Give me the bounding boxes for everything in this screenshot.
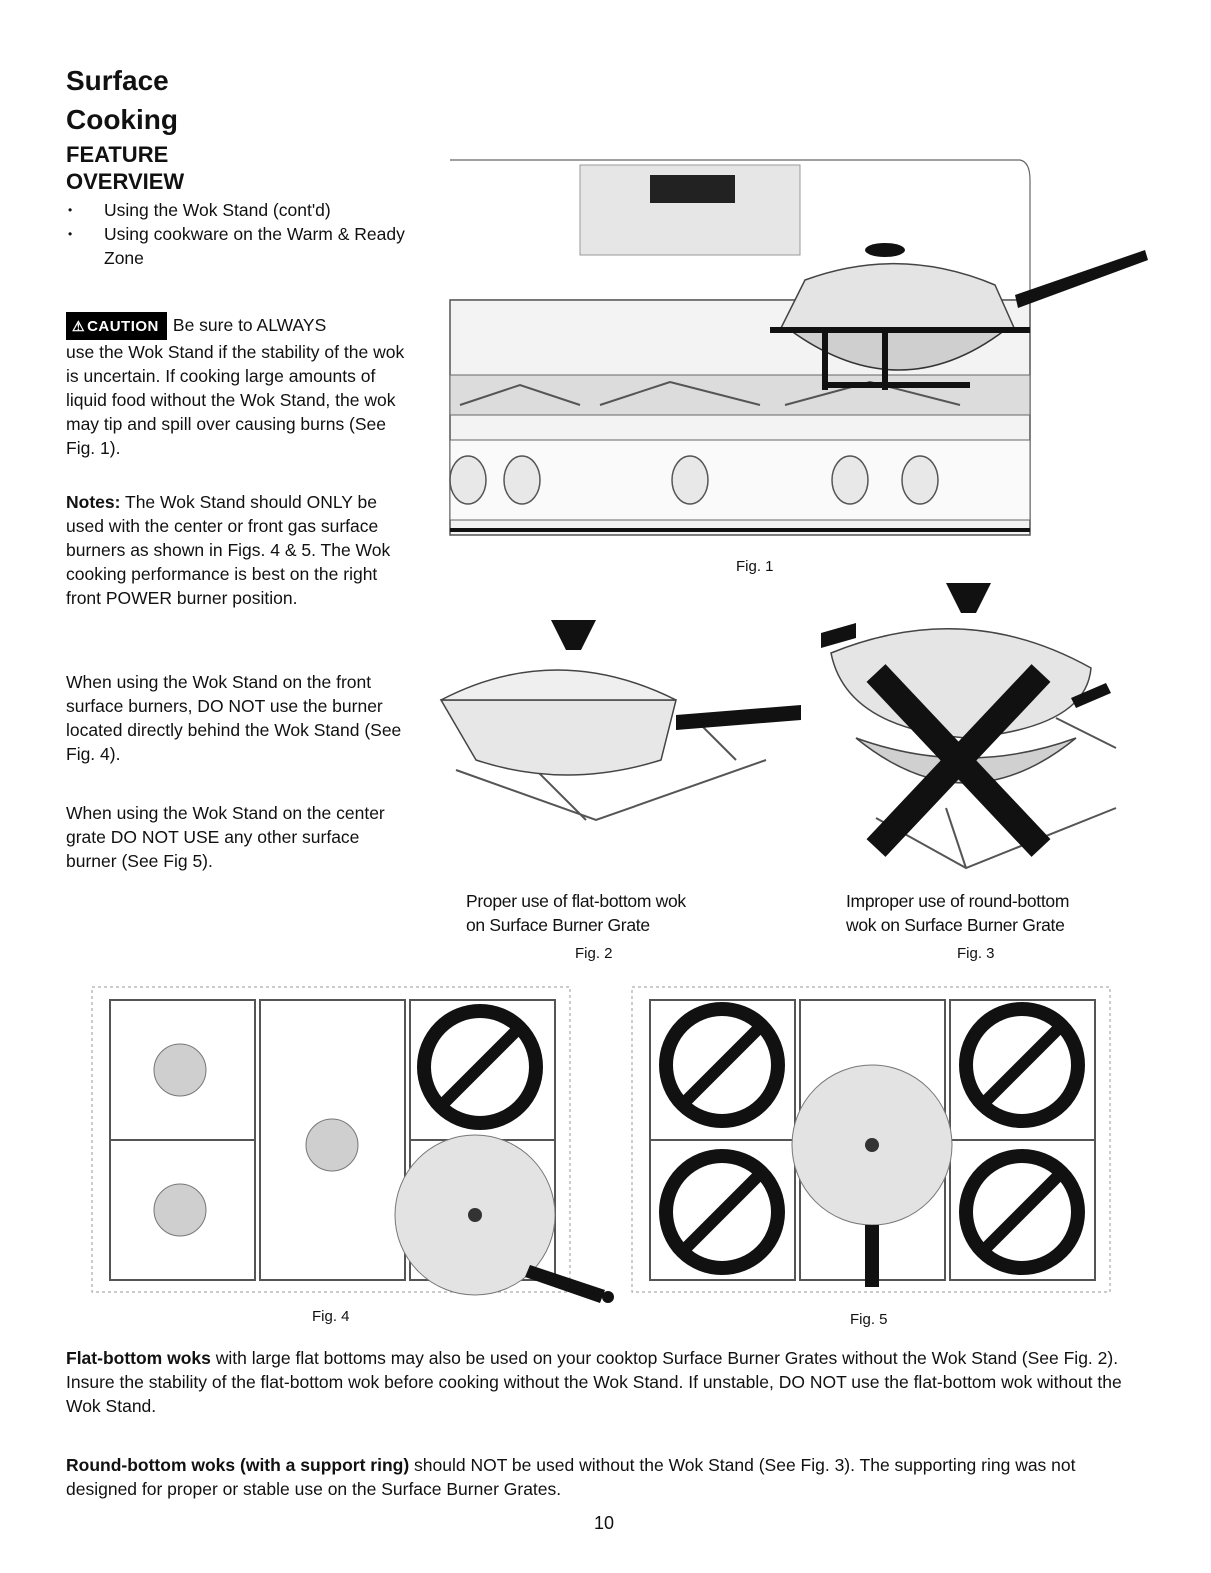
fig3-caption-line2: wok on Surface Burner Grate [846,915,1065,935]
caution-lead: Be sure to ALWAYS [172,315,327,335]
round-bottom-heading: Round-bottom woks (with a support ring) [66,1455,410,1475]
round-bottom-text: should NOT be used without the Wok Stand (See Fig. 3). The supporting ring was not designed for proper or stable use on the Surface Burner Grates. [66,1455,1076,1499]
fig2-flat-bottom-wok [436,610,806,835]
paragraph-center-grate: When using the Wok Stand on the center grate DO NOT USE any other surface burner (See Fig 5). [66,803,385,871]
caution-text: use the Wok Stand if the stability of the wok is uncertain. If cooking large amounts of liquid food without the Wok Stand, the wok may tip and spill over causing burns (See Fig. 1). [66,342,405,458]
fig3-caption-line1: Improper use of round-bottom [846,891,1070,911]
fig2-caption-line1: Proper use of flat-bottom wok [466,891,686,911]
fig2-label: Fig. 2 [575,945,613,962]
page-number: 10 [594,1513,615,1533]
caution-badge: ⚠ CAUTION [66,312,167,340]
page-title-line2: Cooking [66,104,178,135]
fig5-cooktop-top-view [630,985,1115,1305]
paragraph-front-burners: When using the Wok Stand on the front surface burners, DO NOT use the burner located directly behind the Wok Stand (See Fig. 4). [66,672,402,764]
bullet-item: • Using the Wok Stand (cont'd) [66,198,406,222]
page-title-line1: Surface [66,65,169,96]
notes-block [66,490,416,610]
fig1-range-illustration [440,150,1150,550]
fig3-label: Fig. 3 [957,945,995,962]
section-subtitle-line1: FEATURE [66,142,169,167]
section-subtitle-line2: OVERVIEW [66,169,185,194]
fig1-label: Fig. 1 [736,558,774,575]
fig5-label: Fig. 5 [850,1311,888,1328]
fig4-cooktop-top-view [90,985,630,1305]
fig2-caption-line2: on Surface Burner Grate [466,915,650,935]
flat-bottom-woks-paragraph [66,1346,1146,1418]
fig3-round-bottom-wok [816,578,1126,878]
fig4-label: Fig. 4 [312,1308,350,1325]
notes-text: The Wok Stand should ONLY be used with the center or front gas surface burners as shown in Figs. 4 & 5. The Wok cooking performance is best on the right front POWER burner position. [66,492,391,608]
round-bottom-woks-paragraph [66,1453,1146,1501]
notes-label: Notes: [66,492,121,512]
caution-block [66,312,416,460]
warning-triangle-icon: ⚠ [72,318,86,334]
feature-bullet-list [66,198,406,270]
flat-bottom-heading: Flat-bottom woks [66,1348,211,1368]
flat-bottom-text: with large flat bottoms may also be used on your cooktop Surface Burner Grates without the Wok Stand (See Fig. 2). Insure the stability of the flat-bottom wok before cooking without the Wok Stand. If unstable, DO NOT use the flat-bottom wok without the Wok Stand. [66,1348,1122,1416]
bullet-item: • Using cookware on the Warm & Ready Zone [66,222,406,270]
